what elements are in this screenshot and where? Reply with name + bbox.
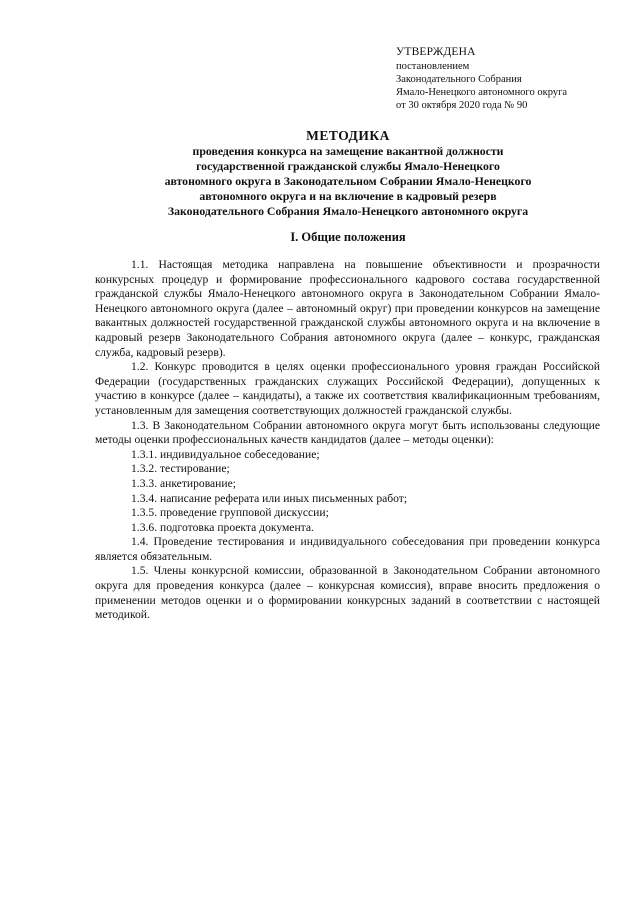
approval-heading: УТВЕРЖДЕНА [396,46,476,58]
list-item: 1.3.2. тестирование; [131,462,230,476]
paragraph-1-2: 1.2. Конкурс проводится в целях оценки профессионального уровня граждан Российской Федерации (государственных гражданских служащих Российской Федерации), допущенных к участию в конкурсе (далее – кандидаты), а также их соответствия квалификационным требованиям, установленным для замещения соответствующих должностей гражданской службы. [95,360,600,417]
list-item: 1.3.4. написание реферата или иных письменных работ; [131,491,408,505]
document-body [95,258,600,623]
document-title-block [90,128,606,219]
paragraph-1-5: 1.5. Члены конкурсной комиссии, образованной в Законодательном Собрании автономного округа для проведения конкурса (далее – конкурсная комиссия), вправе вносить предложения о применении методов оценки и о формировании конкурсных заданий в соответствии с настоящей методикой. [95,564,600,622]
document-subtitle-line: автономного округа и на включение в кадровый резерв [199,189,497,203]
approval-date: от 30 октября 2020 года № 90 [396,100,528,111]
document-subtitle-line: Законодательного Собрания Ямало-Ненецкого автономного округа [167,204,529,218]
document-subtitle-line: государственной гражданской службы Ямало-Ненецкого [196,159,500,173]
list-item: 1.3.5. проведение групповой дискуссии; [131,506,329,520]
approval-line: Ямало-Ненецкого автономного округа [396,87,568,98]
approval-line: Законодательного Собрания [396,74,522,85]
section-heading: I. Общие положения [290,230,406,244]
paragraph-1-4: 1.4. Проведение тестирования и индивидуального собеседования при проведении конкурса является обязательным. [95,535,600,563]
document-title: МЕТОДИКА [306,128,390,143]
document-subtitle-line: проведения конкурса на замещение вакантной должности [192,144,504,158]
document-subtitle-line: автономного округа в Законодательном Собрании Ямало-Ненецкого [164,174,532,188]
paragraph-1-3: 1.3. В Законодательном Собрании автономного округа могут быть использованы следующие методы оценки профессиональных качеств кандидатов (далее – методы оценки): [95,418,600,447]
paragraph-1-1: 1.1. Настоящая методика направлена на повышение объективности и прозрачности конкурсных процедур и формирование профессионального кадрового состава государственной гражданской службы Ямало-Ненецкого автономного округа в Законодательном Собрании Ямало-Ненецкого автономного округа (далее – автономный округ) при проведении конкурсов на замещение вакантных должностей государственной гражданской службы автономного округа и на включение в кадровый резерв Законодательного Собрания автономного округа (далее – конкурс, гражданская служба, кадровый резерв). [95,258,600,359]
approval-line: постановлением [396,61,470,72]
list-item: 1.3.6. подготовка проекта документа. [131,520,314,534]
list-item: 1.3.1. индивидуальное собеседование; [131,447,320,461]
approval-stamp [396,46,626,112]
list-item: 1.3.3. анкетирование; [131,476,236,490]
